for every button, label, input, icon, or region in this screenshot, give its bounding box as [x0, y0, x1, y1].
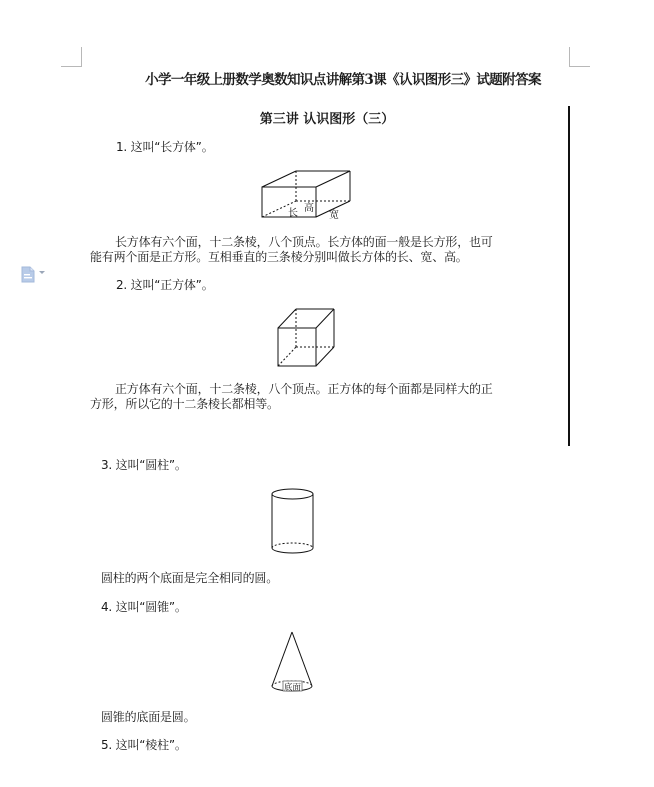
label-length: 长	[288, 208, 298, 219]
section-4-text: 圆锥的底面是圆。	[101, 710, 196, 724]
label-height: 高	[304, 203, 314, 214]
label-base: 底面	[284, 683, 302, 693]
section-3-text: 圆柱的两个底面是完全相同的圆。	[101, 571, 279, 585]
section-2-heading: 2. 这叫“正方体”。	[116, 278, 214, 292]
section-1-text-line-2: 能有两个面是正方形。互相垂直的三条棱分别叫做长方体的长、宽、高。	[90, 250, 468, 264]
cone-figure	[265, 625, 321, 697]
cylinder-figure	[265, 485, 321, 557]
section-2-text-line-1: 正方体有六个面，十二条棱，八个顶点。正方体的每个面都是同样大的正	[115, 382, 493, 396]
section-1-text-line-1: 长方体有六个面，十二条棱，八个顶点。长方体的面一般是长方形，也可	[115, 235, 493, 249]
section-1-heading: 1. 这叫“长方体”。	[116, 140, 214, 154]
chevron-down-icon	[39, 271, 45, 274]
lesson-heading: 第三讲 认识图形（三）	[259, 112, 395, 127]
margin-corner-top-right	[569, 47, 590, 67]
section-4-heading: 4. 这叫“圆锥”。	[101, 600, 187, 614]
document-icon	[21, 266, 35, 283]
cube-figure	[270, 302, 342, 374]
section-2-text-line-2: 方形，所以它的十二条棱长都相等。	[90, 397, 279, 411]
rectangular-prism-figure	[255, 165, 365, 225]
margin-corner-top-left	[61, 47, 82, 67]
section-3-heading: 3. 这叫“圆柱”。	[101, 458, 187, 472]
section-5-heading: 5. 这叫“棱柱”。	[101, 738, 187, 752]
document-title: 小学一年级上册数学奥数知识点讲解第3课《认识图形三》试题附答案	[145, 72, 541, 88]
label-width: 宽	[329, 210, 339, 221]
vertical-margin-line	[568, 106, 570, 446]
